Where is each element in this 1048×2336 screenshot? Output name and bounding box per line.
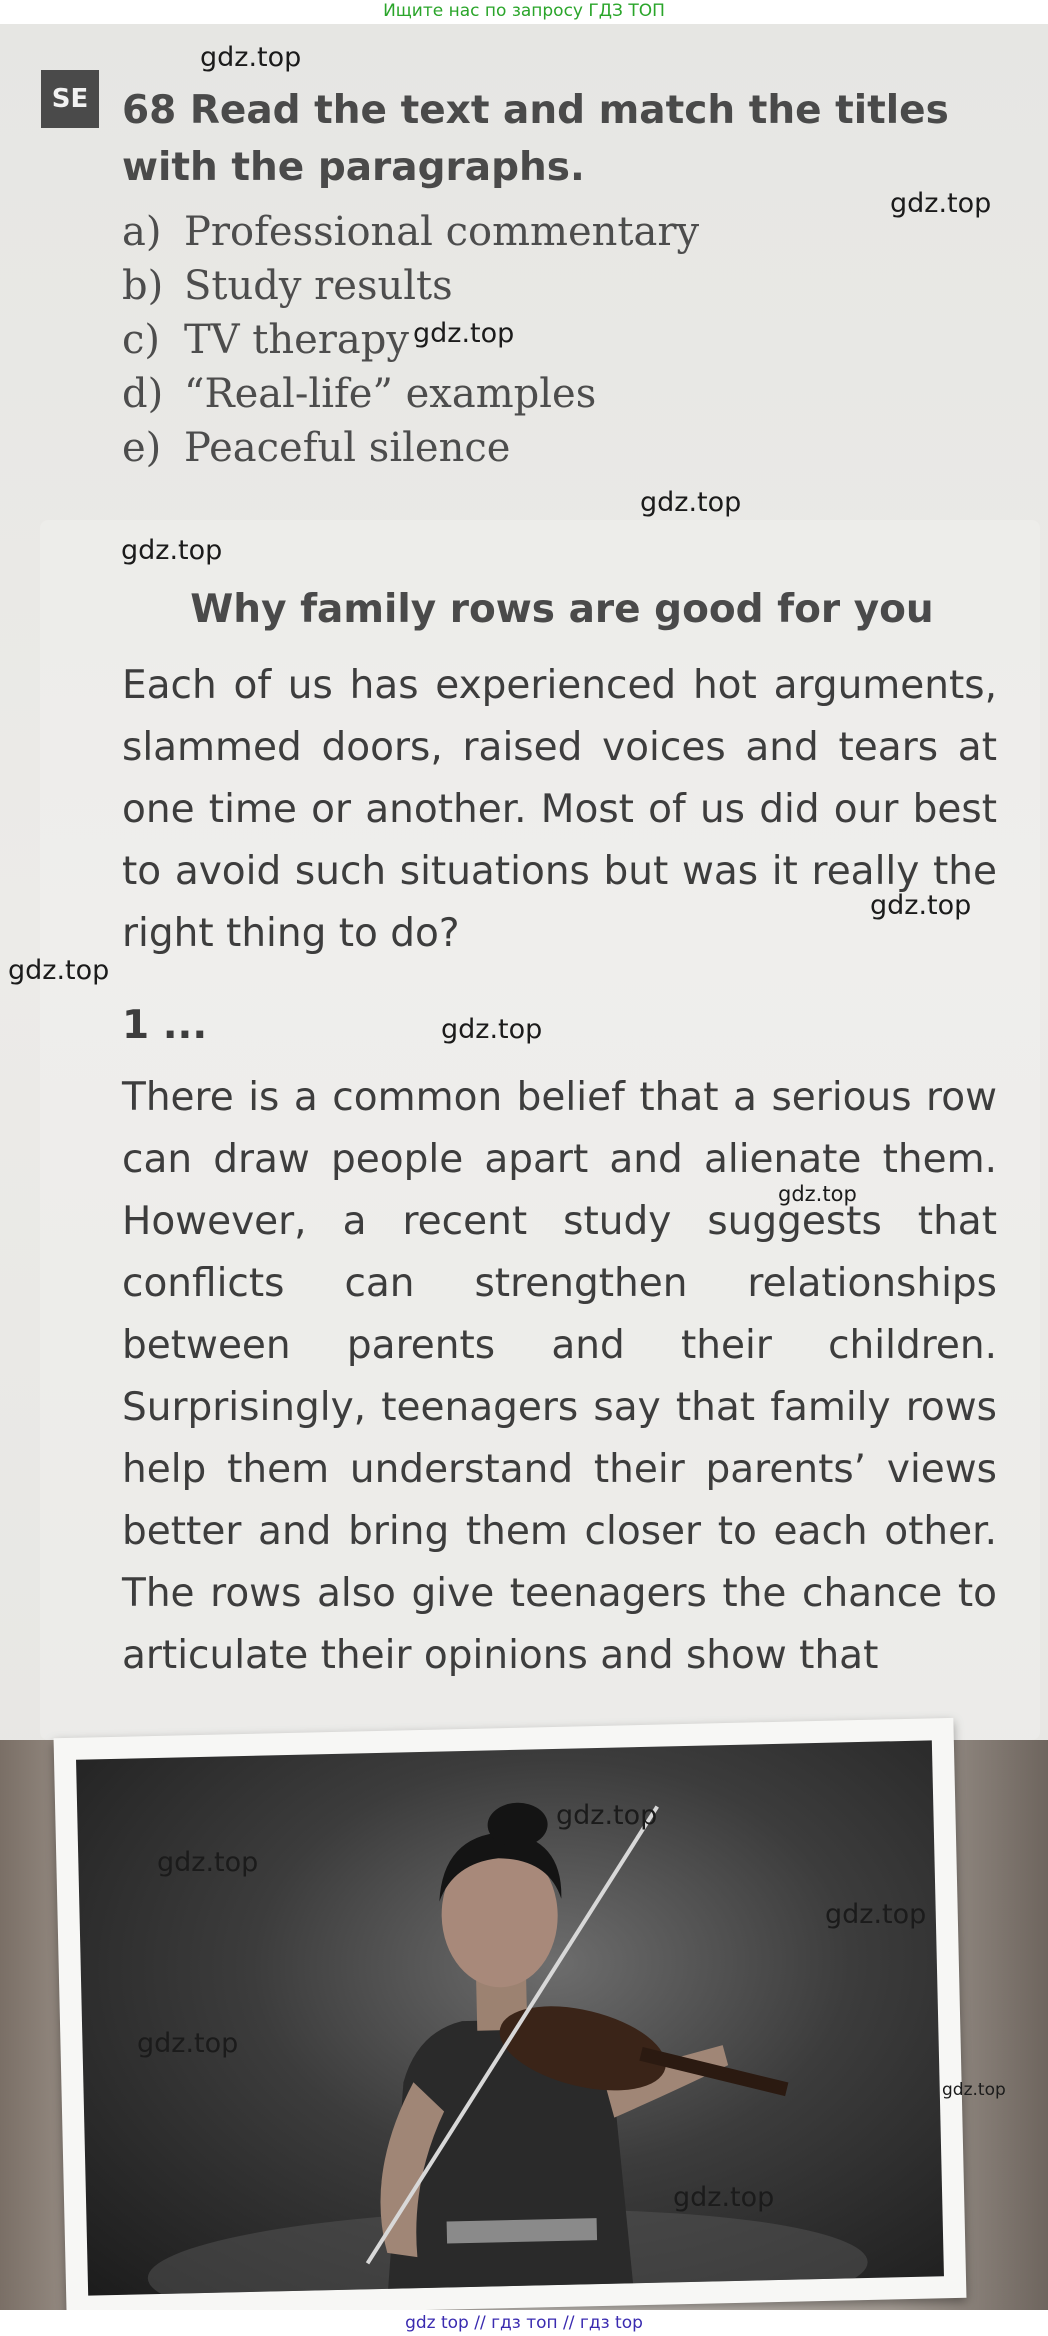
paragraph-number: 1 ... (122, 1003, 208, 1048)
option-letter: d) (122, 371, 164, 417)
watermark: gdz.top (673, 2182, 775, 2213)
article-title: Why family rows are good for you (190, 587, 934, 632)
watermark: gdz.top (157, 1847, 259, 1878)
violinist-illustration-icon (76, 1740, 944, 2295)
option-text: Study results (184, 263, 453, 309)
option-text: TV therapy (184, 317, 409, 363)
option-text: Professional commentary (184, 209, 700, 255)
article-paragraph-1: There is a common belief that a serious row can draw people apart and alienate them. However, a recent study suggests that conflicts can strengthen relationships between parents and their children. Surprisingly, teenagers say that family rows help them understand their parents’ views better and bring them closer to each other. The rows also give teenagers the chance to articulate their opinions and show that (122, 1075, 997, 1678)
watermark: gdz.top (441, 1014, 543, 1045)
violinist-photo (76, 1740, 944, 2295)
violinist-photo-frame (54, 1718, 967, 2318)
option-letter: e) (122, 425, 162, 471)
watermark: gdz.top (8, 955, 110, 986)
watermark: gdz.top (556, 1800, 658, 1831)
task-heading (122, 82, 1002, 196)
se-badge: SE (41, 70, 99, 128)
watermark: gdz.top (640, 487, 742, 518)
watermark: gdz.top (413, 318, 515, 349)
option-letter: b) (122, 263, 164, 309)
footer-links[interactable]: gdz top // гдз топ // гдз top (0, 2310, 1048, 2336)
watermark: gdz.top (942, 2080, 1006, 2100)
option-a (122, 205, 822, 259)
watermark: gdz.top (778, 1182, 857, 1206)
watermark: gdz.top (121, 535, 223, 566)
watermark: gdz.top (890, 188, 992, 219)
top-banner[interactable]: Ищите нас по запросу ГДЗ ТОП (0, 0, 1048, 24)
option-e (122, 421, 822, 475)
option-text: Peaceful silence (184, 425, 511, 471)
option-letter: a) (122, 209, 162, 255)
task-instruction: Read the text and match the titles with the paragraphs. (122, 88, 949, 190)
watermark: gdz.top (825, 1899, 927, 1930)
option-b (122, 259, 822, 313)
watermark: gdz.top (870, 890, 972, 921)
watermark: gdz.top (200, 42, 302, 73)
option-letter: c) (122, 317, 161, 363)
task-number: 68 (122, 88, 177, 133)
article-intro: Each of us has experienced hot arguments, slammed doors, raised voices and tears at one time or another. Most of us did our best to avoid such situations but was it really the right thing to do? (122, 663, 997, 956)
option-text: “Real-life” examples (184, 371, 597, 417)
option-d (122, 367, 822, 421)
watermark: gdz.top (137, 2028, 239, 2059)
